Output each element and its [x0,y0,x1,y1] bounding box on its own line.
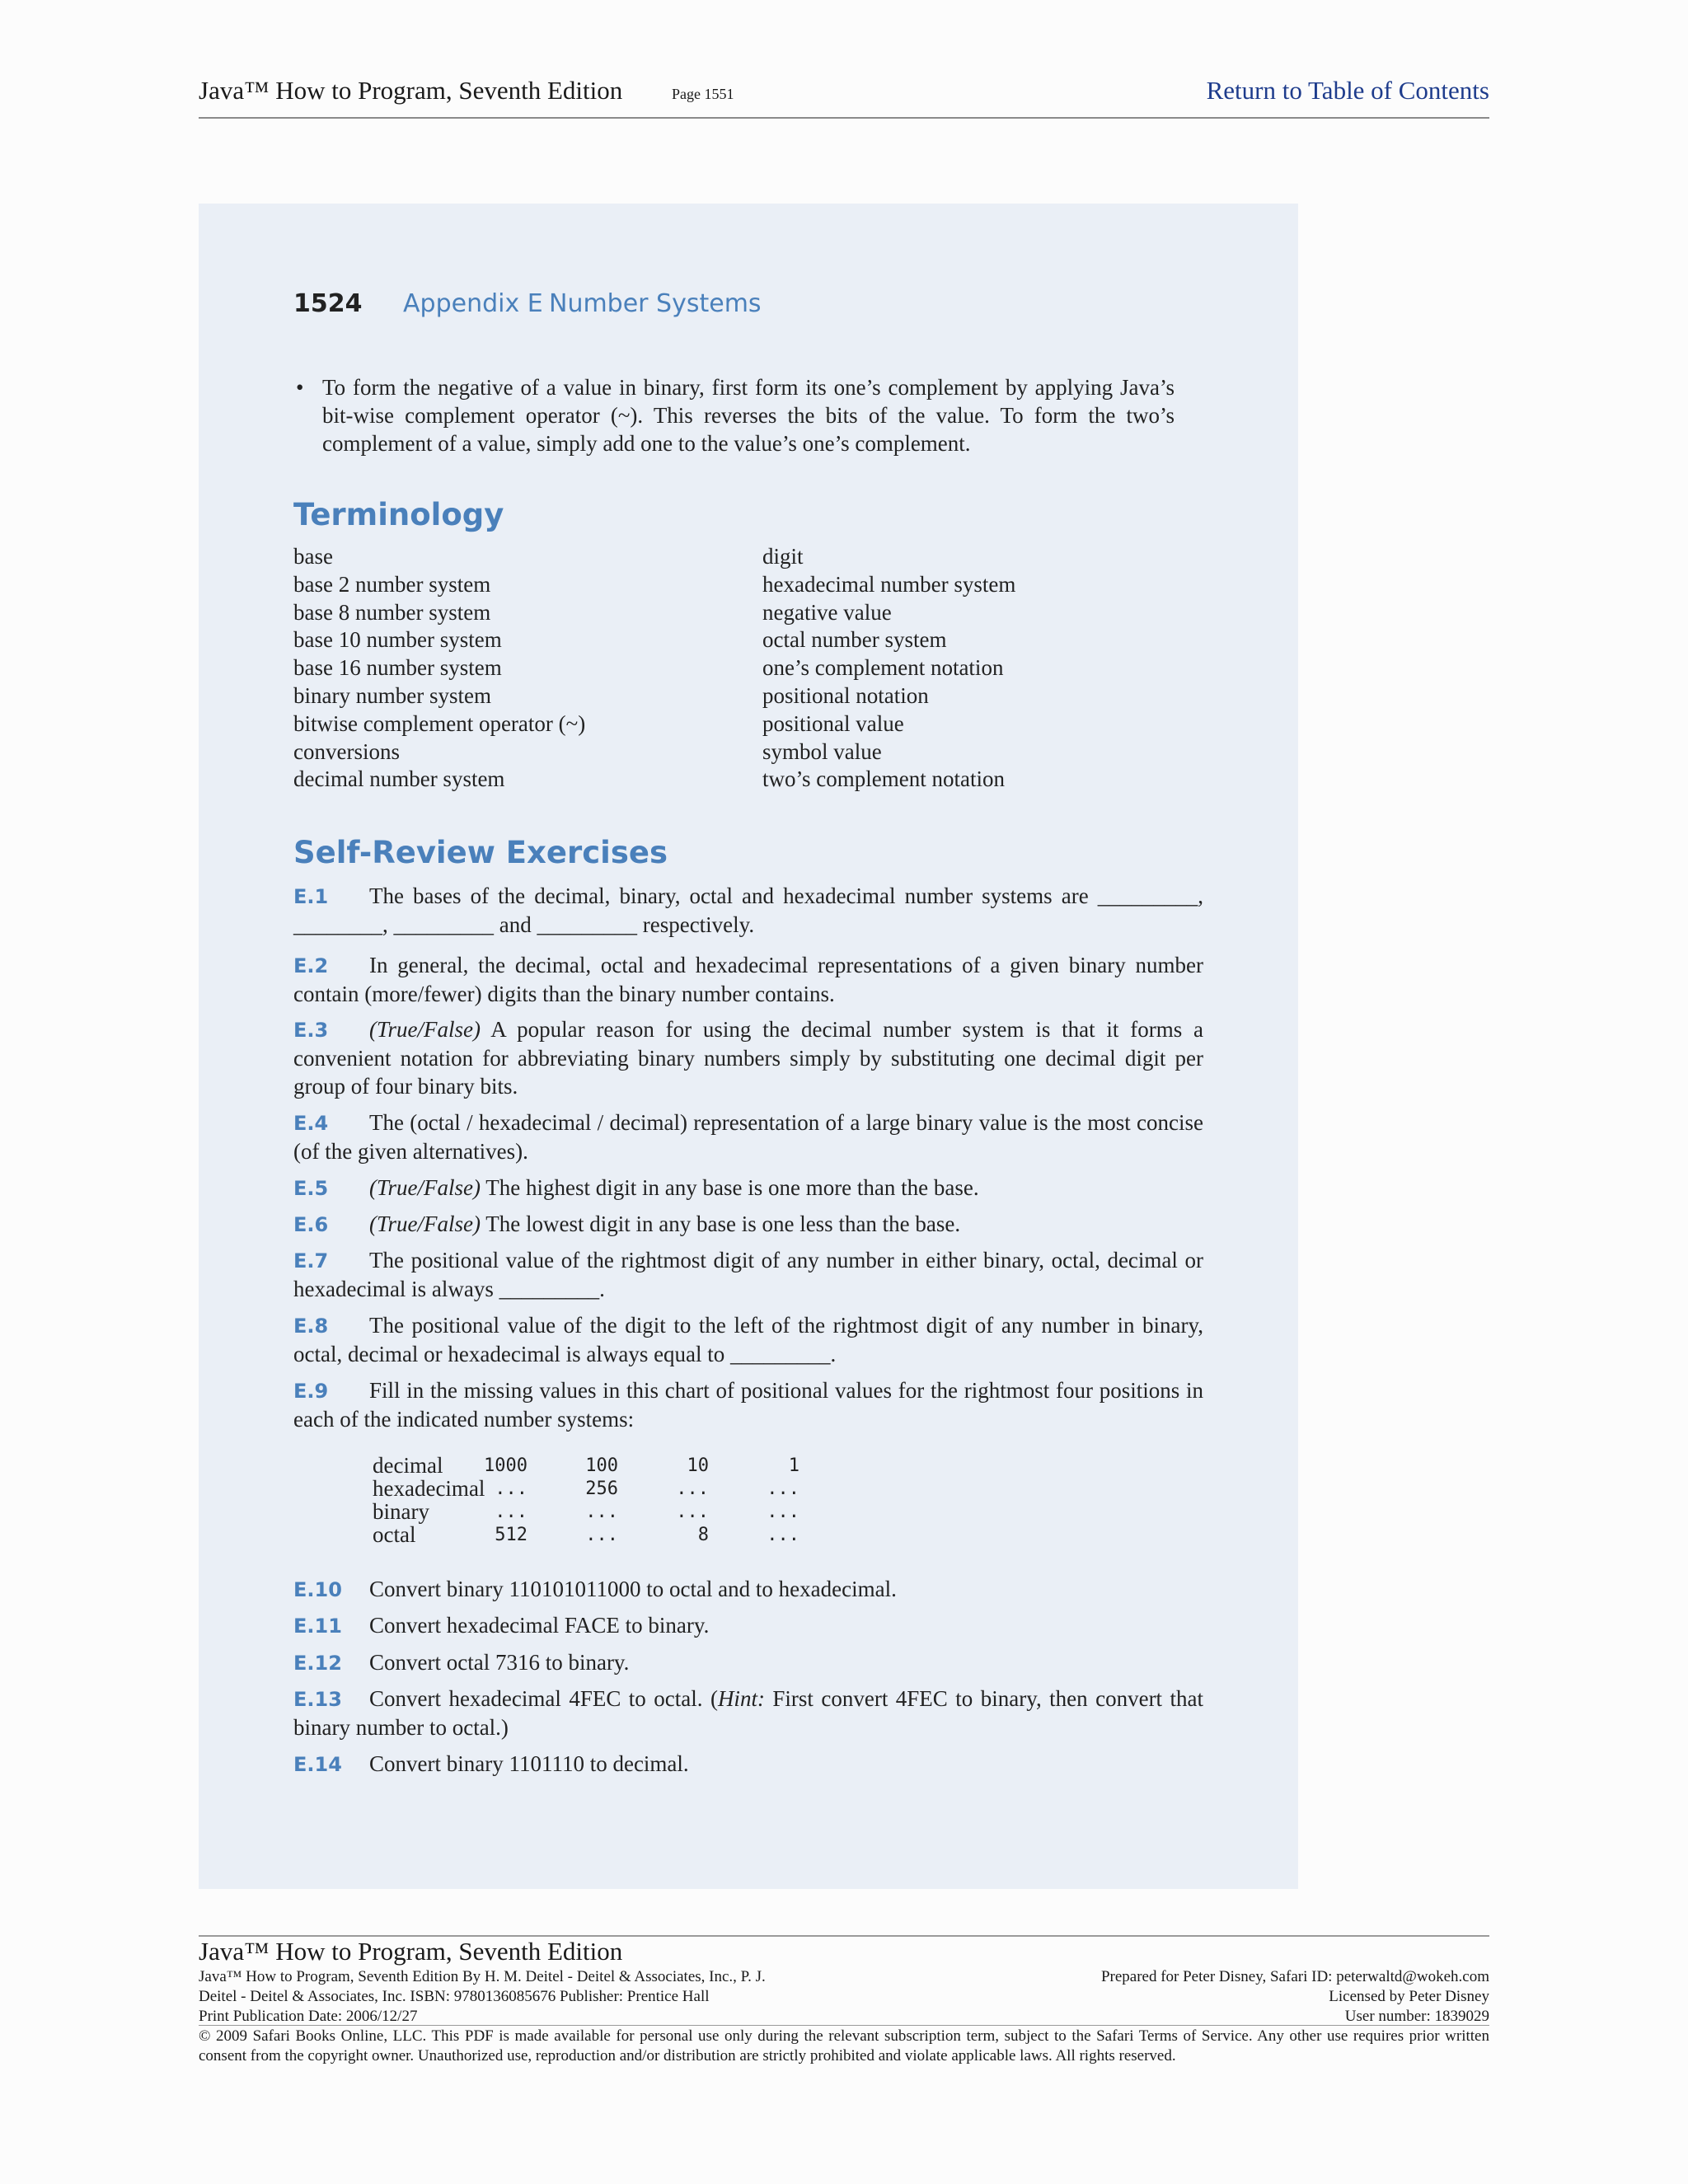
exercise-number: E.14 [293,1753,342,1776]
exercise-text: The positional value of the digit to the left of the rightmost digit of any number in binary, octal, decimal or hexadecimal is always equal to _________. [293,1313,1203,1366]
chapter-title: Number Systems [549,289,762,318]
term-item: one’s complement notation [762,655,1004,681]
term-item: positional value [762,710,904,736]
positional-values-table [373,1453,834,1550]
exercises-heading: Self-Review Exercises [293,835,668,870]
exercise-text: Convert octal 7316 to binary. [369,1650,630,1675]
exercise-e12 [293,1648,1203,1677]
table-cell: ... [767,1525,799,1545]
exercise-e1 [293,882,1203,939]
footer-license-info [1101,1967,1489,2027]
terminology-right-column [762,543,1191,794]
term-item: bitwise complement operator (~) [293,710,586,736]
term-item: octal number system [762,627,947,653]
exercise-e11 [293,1611,1203,1640]
exercise-number: E.3 [293,1019,329,1042]
exercise-number: E.2 [293,954,329,977]
exercise-text: In general, the decimal, octal and hexadecimal representations of a given binary number contain (more/fewer) digits than the binary number contains. [293,953,1203,1006]
true-false-label: (True/False) [369,1212,481,1236]
exercise-text: Convert hexadecimal 4FEC to octal. ( [369,1686,718,1711]
row-label: binary [373,1499,429,1524]
table-row [373,1476,834,1504]
exercise-text: A popular reason for using the decimal number system is that it forms a convenient notation for abbreviating binary numbers simply by substituting one decimal digit per group of four binary bits. [293,1017,1203,1099]
exercise-number: E.13 [293,1688,342,1711]
bullet-icon: • [296,375,304,400]
terminology-heading: Terminology [293,497,504,532]
table-cell: 512 [495,1525,528,1545]
row-label: decimal [373,1453,443,1478]
book-title: Java™ How to Program, Seventh Edition [199,76,623,105]
exercise-number: E.11 [293,1615,342,1638]
footer-title: Java™ How to Program, Seventh Edition [199,1937,623,1966]
exercise-text: First convert 4FEC to binary, then convert that binary number to octal.) [293,1686,1204,1740]
table-cell: 10 [687,1455,709,1476]
table-cell: 8 [697,1525,709,1545]
exercise-text: Convert hexadecimal FACE to binary. [369,1613,710,1638]
table-row [373,1522,834,1550]
table-cell: ... [767,1502,799,1522]
table-cell: 256 [585,1479,618,1499]
exercise-e5 [293,1174,1203,1202]
true-false-label: (True/False) [369,1017,481,1042]
footer-divider [199,2025,1489,2026]
table-cell: 100 [585,1455,618,1476]
table-cell: 1 [788,1455,799,1476]
footer-book-info [199,1967,766,2027]
table-cell: ... [585,1525,618,1545]
exercise-number: E.7 [293,1249,329,1272]
exercise-e7 [293,1246,1203,1303]
row-label: hexadecimal [373,1476,485,1501]
exercise-e13 [293,1685,1203,1741]
exercise-number: E.10 [293,1578,342,1601]
term-item: two’s complement notation [762,766,1005,792]
hint-label: Hint: [717,1686,765,1711]
term-item: negative value [762,599,892,625]
term-item: hexadecimal number system [762,571,1016,597]
exercise-e6 [293,1210,1203,1239]
exercise-e3 [293,1015,1203,1100]
table-cell: ... [495,1502,528,1522]
table-row [373,1499,834,1527]
book-page [199,204,1298,1889]
table-cell: ... [495,1479,528,1499]
footer-line: Java™ How to Program, Seventh Edition By H. M. Deitel - Deitel & Associates, Inc., P. J. [199,1968,766,1985]
exercise-text: The positional value of the rightmost digit of any number in either binary, octal, decimal or hexadecimal is always _________. [293,1248,1203,1301]
exercise-text: The highest digit in any base is one more than the base. [481,1175,979,1200]
page-header [199,76,1489,119]
exercise-number: E.8 [293,1315,329,1338]
footer-line: Licensed by Peter Disney [1329,1988,1489,2005]
footer-line: User number: 1839029 [1344,2008,1489,2025]
page-number: 1524 [293,289,363,318]
exercise-text: Convert binary 110101011000 to octal and to hexadecimal. [369,1577,897,1601]
term-item: base 8 number system [293,599,491,625]
exercise-e4 [293,1108,1203,1165]
exercise-number: E.9 [293,1380,329,1403]
term-item: conversions [293,738,400,764]
exercise-number: E.6 [293,1213,329,1236]
table-cell: ... [676,1479,709,1499]
term-item: base 10 number system [293,627,502,653]
exercise-e9 [293,1376,1203,1433]
term-item: positional notation [762,682,929,708]
toc-link[interactable]: Return to Table of Contents [1206,76,1489,105]
exercise-number: E.1 [293,885,329,908]
table-cell: ... [585,1502,618,1522]
table-cell: ... [767,1479,799,1499]
exercise-e2 [293,951,1203,1008]
exercise-text: The (octal / hexadecimal / decimal) representation of a large binary value is the most concise (of the given alternatives). [293,1110,1203,1164]
exercise-text: Convert binary 1101110 to decimal. [369,1751,689,1776]
exercise-e14 [293,1750,1203,1779]
table-cell: 1000 [484,1455,528,1476]
true-false-label: (True/False) [369,1175,481,1200]
exercise-number: E.12 [293,1652,342,1675]
term-item: binary number system [293,682,491,708]
exercise-text: Fill in the missing values in this chart of positional values for the rightmost four positions in each of the indicated number systems: [293,1378,1203,1432]
exercise-text: The lowest digit in any base is one less than the base. [481,1212,961,1236]
page-label: Page 1551 [672,86,734,102]
summary-bullet: To form the negative of a value in binary, first form its one’s complement by applying Java’s bit-wise complement operator (~). This reverses the bits of the value. To form the two’s complement of a value, simply add one to the value’s one’s complement. [322,375,1175,456]
footer-line: Deitel - Deitel & Associates, Inc. ISBN: 9780136085676 Publisher: Prentice Hall [199,1988,710,2005]
copyright-notice: © 2009 Safari Books Online, LLC. This PDF is made available for personal use only during the relevant subscription term, subject to the Safari Terms of Service. Any other use requires prior written consent from the copyright owner. Unauthorized use, reproduction and/or distribution are strictly prohibited and violate applicable laws. All rights reserved. [199,2027,1489,2064]
term-item: digit [762,544,804,569]
exercise-text: The bases of the decimal, binary, octal and hexadecimal number systems are _________, ________, _________ and _________ respectively. [293,883,1203,937]
row-label: octal [373,1522,416,1547]
appendix-label: Appendix E [403,289,543,318]
exercise-e10 [293,1575,1203,1604]
term-item: symbol value [762,738,882,764]
term-item: base 16 number system [293,655,502,681]
exercise-e8 [293,1311,1203,1368]
exercise-number: E.4 [293,1112,329,1135]
exercise-number: E.5 [293,1177,329,1200]
term-item: base 2 number system [293,571,491,597]
table-cell: ... [676,1502,709,1522]
term-item: base [293,544,333,569]
footer-line: Prepared for Peter Disney, Safari ID: peterwaltd@wokeh.com [1100,1968,1489,1985]
footer-line: Print Publication Date: 2006/12/27 [199,2008,418,2025]
term-item: decimal number system [293,766,505,792]
terminology-left-column [293,543,738,794]
